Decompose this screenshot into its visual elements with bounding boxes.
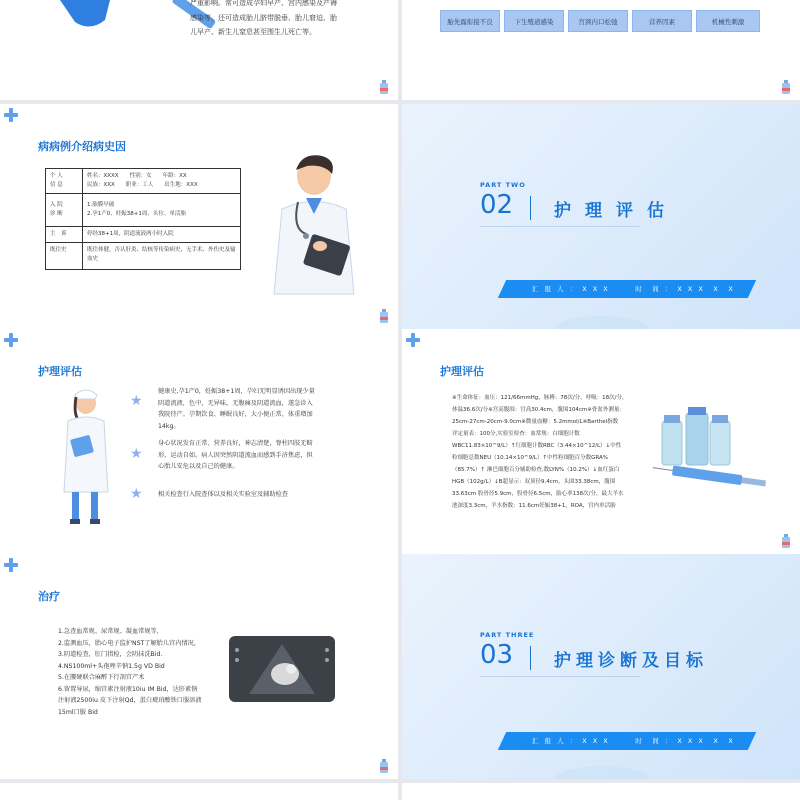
part-label: PART THREE bbox=[480, 631, 535, 639]
bottom-circle-deco bbox=[542, 754, 662, 779]
star-icon: ★ bbox=[130, 486, 143, 502]
row-content: 停经38+1周，阴道流液两小时入院 bbox=[83, 227, 241, 243]
paragraph-1: 健康史,孕1产0，妊娠38+1周，孕妇无明显诱因出现少量阴道流液，色中，无异味，无腹痛及阴道流血，遂急诊入我院待产。孕期饮食、睡眠良好，大小便正常，体重增加14kg。 bbox=[158, 388, 315, 430]
band-text: 汇 报 人 ： X X X 时 间 ： X X X X X bbox=[532, 285, 735, 293]
band-text: 汇 报 人 ： X X X 时 间 ： X X X X X bbox=[532, 737, 735, 745]
slide1-text: 严重影响。常可造成孕妇早产、宫内感染及产褥 感染等，还可造成胎儿脐带脱垂、胎儿窘迫、胎 儿早产、新生儿窒息甚至围生儿死亡等。 bbox=[190, 0, 337, 36]
treatment-list: 1.急查血常规、尿常规、凝血常规等， 2.监测血压，胎心电子监护NST了解胎儿宫内情况， 3.阴道检查，肛门指检，会阴抹洗Bid. 4.NS100ml+头孢唑辛钠1.5g VD Bid 5.在腰硬联合麻醉下行剖宫产术 6.留置导尿，缩宫素注射液10iu IM Bid，达肝素钠 注射液2500iu 皮下注射Qd，蛋白琥珀酸铁口服溶液 15ml口服 Bid bbox=[58, 628, 202, 716]
part-label: PART TWO bbox=[480, 181, 526, 189]
vials-syringe-illustration bbox=[652, 407, 772, 497]
star-icon: ★ bbox=[130, 446, 143, 462]
bottle-icon bbox=[782, 534, 790, 548]
underline bbox=[480, 226, 640, 227]
slide-2[interactable] bbox=[402, 0, 800, 100]
medical-deco-icon bbox=[4, 333, 18, 349]
row-label: 既往史 bbox=[46, 243, 83, 270]
vital-signs-text: ※生命体征：血压：121/66mmHg，脉搏：78次/分，呼吸：18次/分， 体温36.6次/分※宫高腹围：宫高30.4cm，腹围104cm※骨盆外测量： 25cm-27cm-20cm-9.0cm※微量血糖：5.2mmol/L※Barthel指数 评定量表：100分,实验室检查：血常规：白细胞计数 WBC11.83×10^9/L）↑红细胞计数RBC（3.44×10^12/L）↓中性 粒细胞总数NEU（10.14×10^9/L）↑中性粒细胞百分数GRA% （85.7%）↑ 淋巴细胞百分辅助检查,数LYN%（10.2%）↓血红蛋白 HGB（102g/L）↓B超显示：双顶径9.4cm，头围33.38cm，腹围 33.63cm 股骨径5.9cm，股骨径6.5cm，胎心率138次/分，最大羊水 池深度3.3cm，羊水指数：11.6cm妊娠38+1，ROA，宫内单活胎 bbox=[452, 395, 628, 509]
bottle-icon bbox=[380, 309, 388, 323]
doctor-illustration bbox=[262, 154, 372, 304]
slide-6[interactable] bbox=[402, 329, 800, 554]
slide-9[interactable] bbox=[0, 783, 398, 800]
table-row bbox=[46, 243, 241, 270]
patient-info-table bbox=[45, 168, 241, 270]
row-content: 1.胎膜早破 2.孕1产0、妊娠38+1周、头位、单活胎 bbox=[83, 194, 241, 227]
slide-4[interactable] bbox=[402, 104, 800, 329]
row-content: 姓名：XXXX 性别：女 年龄：XX 民族：XXX 职业：工人 出生地：XXX bbox=[83, 169, 241, 194]
section-title: 护理评估 bbox=[554, 201, 678, 221]
section-number: 02 bbox=[480, 190, 514, 220]
row-content: 既往体健，否认肝炎、结核等传染病史，无手术、外伤史及输血史 bbox=[83, 243, 241, 270]
ultrasound-image bbox=[229, 636, 335, 702]
slide-7[interactable] bbox=[0, 554, 398, 779]
table-row bbox=[46, 194, 241, 227]
paragraph-3: 相关检查行入院查体以及相关实验室及辅助检查 bbox=[158, 491, 288, 498]
tag-4: 营养因素 bbox=[632, 10, 692, 32]
row-label: 入 院 诊 断 bbox=[46, 194, 83, 227]
slide-10[interactable] bbox=[402, 783, 800, 800]
tag-2: 下生殖道感染 bbox=[504, 10, 564, 32]
tag-1: 胎先露衔接不良 bbox=[440, 10, 500, 32]
tag-3: 宫颈内口松弛 bbox=[568, 10, 628, 32]
tag-5: 机械性刺激 bbox=[696, 10, 760, 32]
bottle-icon bbox=[380, 80, 388, 94]
table-row bbox=[46, 169, 241, 194]
row-label: 主 诉 bbox=[46, 227, 83, 243]
bottle-icon bbox=[782, 80, 790, 94]
medical-deco-icon bbox=[4, 558, 18, 574]
section-number: 03 bbox=[480, 640, 514, 670]
slide-8[interactable] bbox=[402, 554, 800, 779]
nurse-illustration bbox=[58, 387, 118, 527]
slide3-title: 病病例介绍病史因 bbox=[38, 140, 126, 153]
divider bbox=[530, 646, 531, 670]
slide-3[interactable] bbox=[0, 104, 398, 329]
medical-deco-icon bbox=[4, 108, 18, 124]
slide7-title: 治疗 bbox=[38, 590, 60, 603]
divider bbox=[530, 196, 531, 220]
row-label: 个 人 信 息 bbox=[46, 169, 83, 194]
slide5-title: 护理评估 bbox=[38, 365, 82, 378]
underline bbox=[480, 676, 640, 677]
bottom-circle-deco bbox=[542, 304, 662, 329]
slide-1[interactable] bbox=[0, 0, 398, 100]
section-title: 护理诊断及目标 bbox=[554, 651, 708, 671]
slide-5[interactable] bbox=[0, 329, 398, 554]
paragraph-2: 身心状况发育正常、营养良好，神志清楚，脊柱四肢无畸形，运动自如。病人因突然阴道流血而感到手济焦虑，担心胎儿安危以及自己的健康。 bbox=[158, 440, 313, 470]
star-icon: ★ bbox=[130, 393, 143, 409]
medical-deco-icon bbox=[406, 333, 420, 349]
bottle-icon bbox=[380, 759, 388, 773]
slide6-title: 护理评估 bbox=[440, 365, 484, 378]
table-row bbox=[46, 227, 241, 243]
